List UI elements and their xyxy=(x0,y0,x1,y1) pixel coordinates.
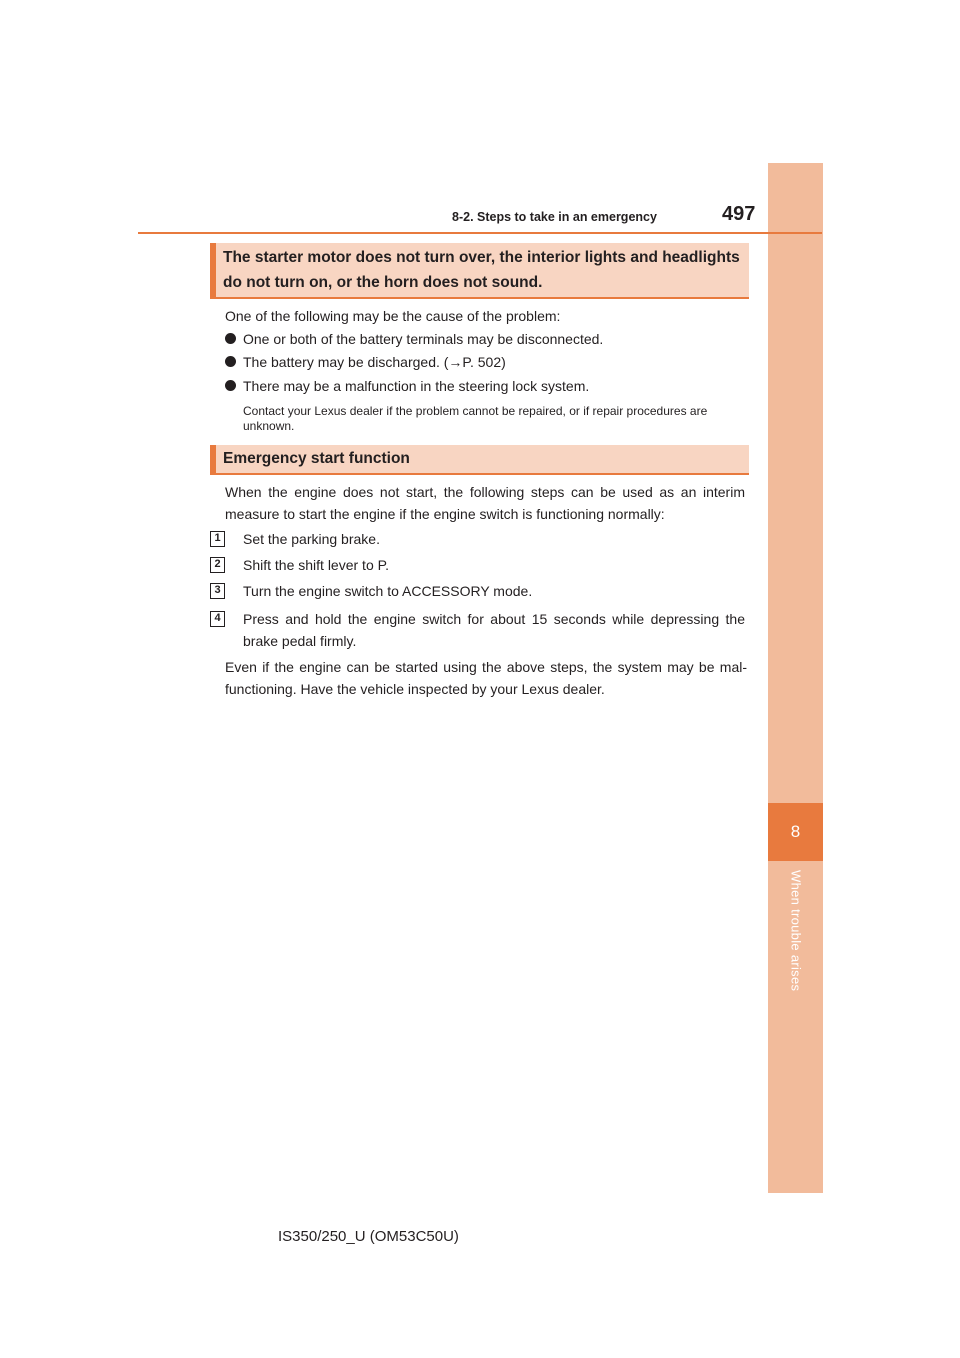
model-footer: IS350/250_U (OM53C50U) xyxy=(278,1228,459,1245)
note-text: Contact your Lexus dealer if the problem cannot be repaired, or if repair procedures are unknown. xyxy=(243,404,708,433)
step-number-badge: 2 xyxy=(210,557,225,573)
running-header: 8-2. Steps to take in an emergency xyxy=(452,210,657,224)
chapter-number: 8 xyxy=(790,822,801,841)
section-title: Emergency start function xyxy=(223,450,410,467)
bullet-item: One or both of the battery terminals may be disconnected. xyxy=(243,331,604,347)
bullet-item xyxy=(243,351,506,373)
chapter-label: When trouble arises xyxy=(788,870,804,992)
bullet-item: There may be a malfunction in the steering lock system. xyxy=(243,378,590,394)
bullet-icon xyxy=(225,333,236,344)
step-number-badge: 1 xyxy=(210,531,225,547)
step-number-badge: 4 xyxy=(210,611,225,627)
bullet-text: The battery may be discharged. (→P. 502) xyxy=(243,354,506,370)
page-number: 497 xyxy=(722,203,756,225)
section-intro: When the engine does not start, the following steps can be used as an interim measure to start the engine if the engine switch is functioning normally: xyxy=(225,484,745,522)
step-text: Press and hold the engine switch for about 15 seconds while depressing the brake pedal firmly. xyxy=(243,611,745,649)
section-heading-starter-motor xyxy=(210,243,749,297)
section-intro: One of the following may be the cause of the problem: xyxy=(225,308,561,324)
step-number-badge: 3 xyxy=(210,583,225,599)
header-rule xyxy=(138,232,822,234)
bullet-icon xyxy=(225,356,236,367)
chapter-number-box[interactable] xyxy=(768,803,823,861)
bullet-icon xyxy=(225,380,236,391)
step-text: Set the parking brake. xyxy=(243,531,380,547)
step-text: Turn the engine switch to ACCESSORY mode. xyxy=(243,583,533,599)
chapter-side-tab xyxy=(768,163,823,1193)
step-text: Shift the shift lever to P. xyxy=(243,557,390,573)
section-title: The starter motor does not turn over, the interior lights and headlights do not turn on, or the horn does not sound. xyxy=(223,249,740,291)
section-heading-emergency-start xyxy=(210,445,749,473)
section-outro: Even if the engine can be started using the above steps, the system may be mal-functioning. Have the vehicle inspected by your Lexus dealer. xyxy=(225,659,747,697)
